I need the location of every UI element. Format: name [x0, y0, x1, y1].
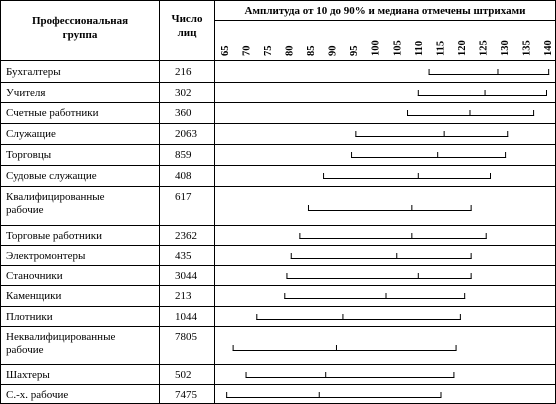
table-row: [0, 128, 556, 145]
table-row: [0, 311, 556, 327]
scale-tick-label: 70: [241, 45, 253, 56]
row-group-name: С.-х. рабочие: [6, 389, 69, 401]
scale-tick-label: 65: [220, 45, 231, 56]
scale-tick-label: 85: [306, 45, 318, 56]
table-row: [0, 230, 556, 246]
row-count: 302: [175, 87, 192, 99]
row-count: 2362: [175, 230, 197, 242]
row-group-name: рабочие: [6, 344, 44, 356]
table-row: [0, 149, 556, 166]
row-count: 7475: [175, 389, 197, 401]
row-count: 435: [175, 250, 192, 262]
table-row: [0, 250, 556, 266]
row-group-name: Судовые служащие: [6, 170, 97, 182]
row-group-name: Квалифицированные: [6, 191, 105, 203]
scale-tick-label: 105: [392, 40, 404, 56]
scale-tick-label: 100: [370, 40, 382, 56]
scale-tick-label: 80: [284, 45, 296, 56]
scale-tick-label: 125: [478, 40, 490, 56]
table-row: [0, 369, 556, 385]
row-count: 859: [175, 149, 192, 161]
row-count: 502: [175, 369, 192, 381]
scale-tick-label: 110: [413, 40, 425, 56]
table-row: [0, 270, 556, 286]
range-header-title: Амплитуда от 10 до 90% и медиана отмечены штрихами: [244, 5, 526, 17]
row-group-name: Шахтеры: [6, 369, 50, 381]
row-count: 360: [175, 107, 192, 119]
row-group-name: рабочие: [6, 204, 44, 216]
scale-tick-label: 95: [349, 45, 361, 56]
row-group-name: Каменщики: [6, 290, 62, 302]
row-count: 1044: [175, 311, 197, 323]
group-header-line1: Профессиональная: [31, 15, 129, 27]
table-rows: [0, 66, 556, 401]
row-group-name: Счетные работники: [6, 107, 99, 119]
table-row: [0, 331, 556, 365]
row-group-name: Плотники: [6, 311, 53, 323]
scale-tick-label: 135: [521, 40, 533, 56]
count-header-line1: Число: [171, 13, 203, 25]
group-header-line2: группа: [62, 29, 98, 41]
table-row: [6, 389, 441, 401]
row-count: 2063: [175, 128, 197, 140]
table-row: [0, 66, 556, 83]
table-row: [0, 290, 556, 307]
scale-tick-label: 140: [543, 40, 554, 56]
row-group-name: Торговцы: [6, 149, 52, 161]
count-header-line2: лиц: [177, 27, 197, 39]
scale-tick-labels: [220, 40, 554, 56]
row-group-name: Служащие: [6, 128, 56, 140]
row-count: 3044: [175, 270, 197, 282]
scale-tick-label: 130: [499, 40, 511, 56]
row-group-name: Торговые работники: [6, 230, 102, 242]
row-count: 216: [175, 66, 192, 78]
scale-tick-label: 115: [435, 40, 447, 56]
row-group-name: Неквалифицированные: [6, 331, 116, 343]
row-count: 617: [175, 191, 192, 203]
table-row: [0, 107, 556, 124]
row-group-name: Учителя: [6, 87, 46, 99]
row-count: 7805: [175, 331, 197, 343]
scale-tick-label: 75: [263, 45, 275, 56]
row-group-name: Станочники: [6, 270, 63, 282]
row-group-name: Бухгалтеры: [6, 66, 61, 78]
scale-tick-label: 120: [456, 40, 468, 56]
row-count: 213: [175, 290, 192, 302]
scale-tick-label: 90: [327, 45, 339, 56]
table-row: [0, 170, 556, 187]
row-count: 408: [175, 170, 192, 182]
table-row: [0, 191, 556, 226]
table-row: [0, 87, 556, 103]
row-group-name: Электромонтеры: [6, 250, 86, 262]
